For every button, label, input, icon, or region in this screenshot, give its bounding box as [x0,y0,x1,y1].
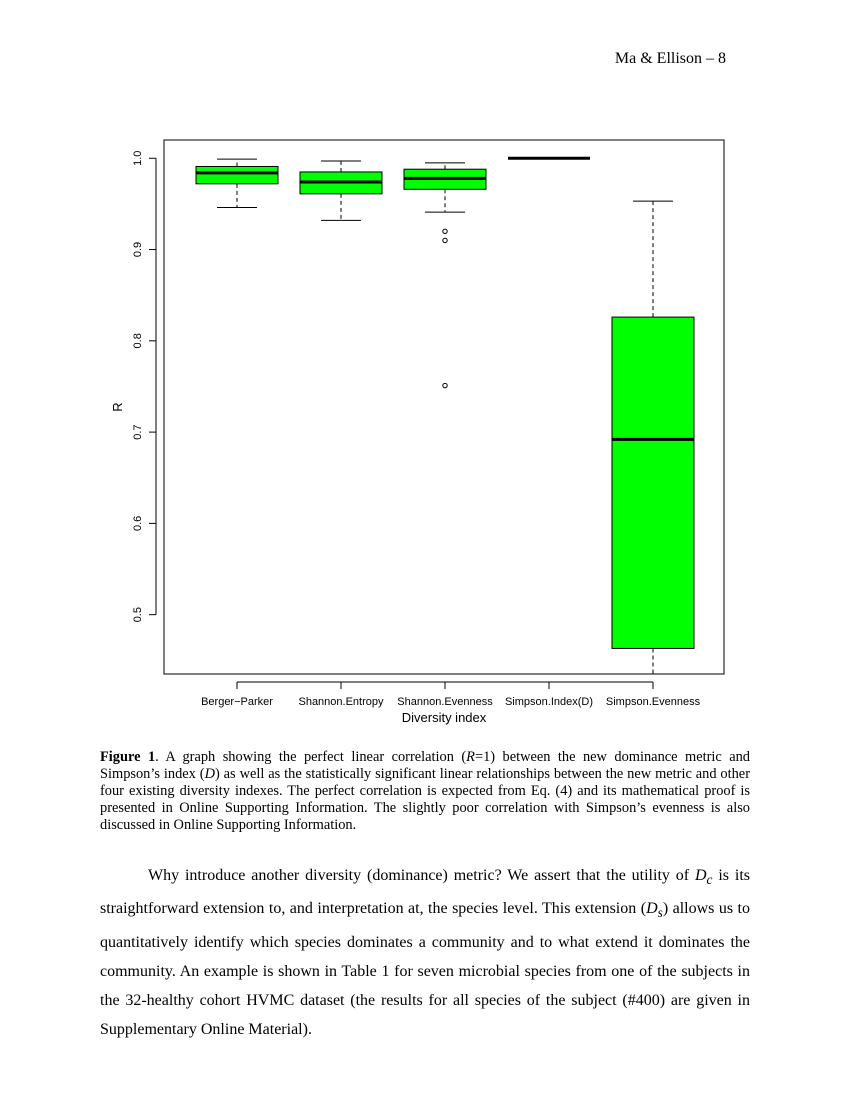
figure-label: Figure 1 [100,749,156,765]
caption-text-3: ) as well as the statistically significant linear relationships between the new metric and other four existing diversity indexes. The perfect correlation is expected from Eq. (4) and its mathematical proof is presented in Online Supporting Information. The slightly poor correlation with Simpson’s evenness is also discussed in Online Supporting Information. [100,766,750,833]
y-tick-label: 0.8 [132,333,144,349]
box-iqr [196,166,278,183]
caption-r-symbol: R [466,749,475,765]
y-axis [132,151,156,623]
caption-text-2: =1) between the new dominance metric and Simpson’s index ( [100,749,750,782]
y-tick-label: 1.0 [132,150,144,166]
body-dc-subscript: c [706,872,713,888]
body-text-1: Why introduce another diversity (dominance) metric? We assert that the utility of [148,867,695,884]
x-tick-label: Simpson.Index(D) [504,696,594,708]
body-paragraph [100,861,750,1045]
box-group [196,159,278,207]
body-text-3: ) allows us to quantitatively identify which species dominates a community and to what extend it dominates the community. An example is shown in Table 1 for seven microbial species from one of the subjects in the 32-healthy cohort HVMC dataset (the results for all species of the subject (#400) are given in Supplementary Online Material). [100,900,750,1039]
y-axis-label: R [110,402,125,412]
outlier-point [443,238,447,242]
box-group [300,161,382,220]
boxes [196,158,694,674]
body-text-2: is its straightforward extension to, and interpretation at, the species level. This extension ( [100,867,750,918]
x-tick-label: Shannon.Evenness [397,696,493,708]
box-plot-chart [100,128,750,728]
y-tick-label: 0.7 [132,424,144,440]
figure-caption [100,749,750,834]
outlier-point [443,229,447,233]
box-iqr [612,317,694,648]
running-header: Ma & Ellison – 8 [614,50,726,67]
outlier-point [443,383,447,387]
body-ds-subscript: s [657,905,663,921]
y-tick-label: 0.9 [132,241,144,258]
caption-text-1: . A graph showing the perfect linear correlation ( [155,749,467,765]
x-tick-label: Berger−Parker [201,696,273,708]
box-group [612,201,694,674]
box-group [404,163,486,388]
x-tick-label: Simpson.Evenness [605,696,701,708]
x-tick-label: Shannon.Entropy [298,696,384,708]
x-axis [201,682,700,708]
caption-d-symbol: D [204,766,215,782]
y-tick-label: 0.6 [132,515,144,532]
y-tick-label: 0.5 [132,607,144,623]
x-axis-label: Diversity index [401,710,487,725]
body-dc-symbol: D [694,867,707,884]
body-ds-symbol: D [646,900,658,918]
